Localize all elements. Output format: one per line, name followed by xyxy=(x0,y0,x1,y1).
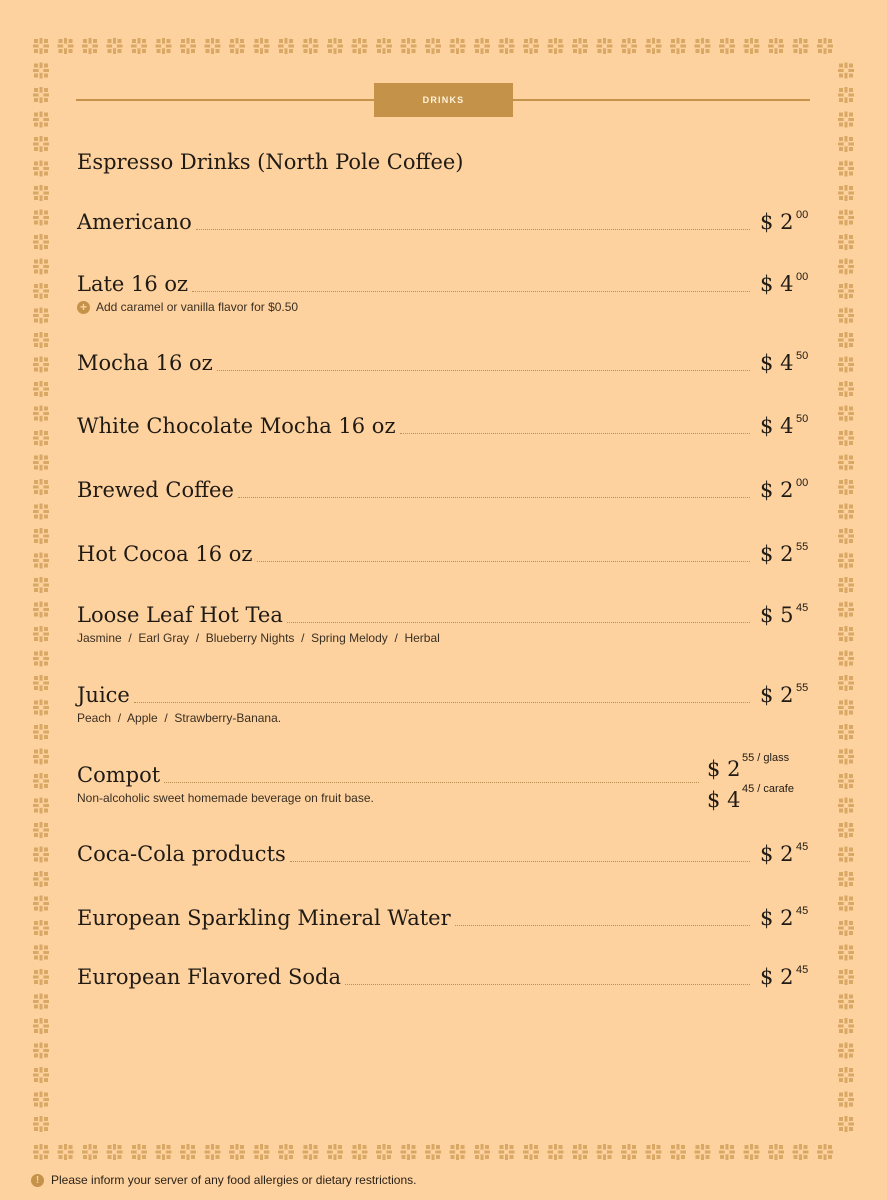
price-dollars: 2 xyxy=(780,542,794,566)
snowflake-ornament-icon xyxy=(33,626,49,642)
snowflake-ornament-icon xyxy=(278,38,294,54)
snowflake-ornament-icon xyxy=(838,1043,854,1059)
allergy-notice xyxy=(31,1173,417,1187)
snowflake-ornament-icon xyxy=(327,38,343,54)
snowflake-ornament-icon xyxy=(254,1144,270,1160)
snowflake-ornament-icon xyxy=(838,700,854,716)
snowflake-ornament-icon xyxy=(131,38,147,54)
snowflake-ornament-icon xyxy=(838,651,854,667)
snowflake-ornament-icon xyxy=(450,38,466,54)
price-cents: 00 xyxy=(796,209,809,221)
snowflake-ornament-icon xyxy=(523,38,539,54)
snowflake-ornament-icon xyxy=(33,528,49,544)
snowflake-ornament-icon xyxy=(838,479,854,495)
snowflake-ornament-icon xyxy=(838,798,854,814)
snowflake-ornament-icon xyxy=(793,38,809,54)
price-cents: 55 xyxy=(796,541,809,553)
item-price xyxy=(760,351,810,375)
price-dollars: 4 xyxy=(780,414,794,438)
price-cents: 55 / glass xyxy=(742,752,790,764)
snowflake-ornament-icon xyxy=(838,528,854,544)
snowflake-ornament-icon xyxy=(33,381,49,397)
price-dollars: 2 xyxy=(780,683,794,707)
snowflake-ornament-icon xyxy=(425,38,441,54)
snowflake-ornament-icon xyxy=(229,38,245,54)
snowflake-ornament-icon xyxy=(33,234,49,250)
snowflake-ornament-icon xyxy=(838,1092,854,1108)
snowflake-ornament-icon xyxy=(376,1144,392,1160)
snowflake-ornament-icon xyxy=(838,920,854,936)
price-cents: 00 xyxy=(796,271,809,283)
snowflake-ornament-icon xyxy=(33,675,49,691)
snowflake-ornament-icon xyxy=(33,210,49,226)
snowflake-ornament-icon xyxy=(474,1144,490,1160)
item-description: Non-alcoholic sweet homemade beverage on fruit base. xyxy=(77,791,374,805)
snowflake-ornament-icon xyxy=(33,969,49,985)
price-dollars: 2 xyxy=(780,906,794,930)
item-addon xyxy=(77,300,810,314)
snowflake-ornament-icon xyxy=(838,1116,854,1132)
menu-item-hot-cocoa xyxy=(77,536,810,566)
snowflake-ornament-icon xyxy=(401,1144,417,1160)
currency-sign: $ xyxy=(760,842,774,866)
snowflake-ornament-icon xyxy=(33,357,49,373)
snowflake-ornament-icon xyxy=(838,406,854,422)
snowflake-ornament-icon xyxy=(838,724,854,740)
leader-dots xyxy=(400,433,750,434)
currency-sign: $ xyxy=(760,351,774,375)
leader-dots xyxy=(196,229,750,230)
snowflake-ornament-icon xyxy=(670,38,686,54)
snowflake-ornament-icon xyxy=(838,969,854,985)
menu-item-americano xyxy=(77,204,810,234)
snowflake-ornament-icon xyxy=(838,1067,854,1083)
snowflake-ornament-icon xyxy=(499,1144,515,1160)
item-name: Compot xyxy=(77,763,161,787)
leader-dots xyxy=(217,370,750,371)
snowflake-ornament-icon xyxy=(499,38,515,54)
item-price xyxy=(760,683,810,707)
snowflake-ornament-icon xyxy=(838,63,854,79)
currency-sign: $ xyxy=(760,210,774,234)
addon-text: Add caramel or vanilla flavor for $0.50 xyxy=(96,300,299,314)
snowflake-ornament-icon xyxy=(33,798,49,814)
snowflake-ornament-icon xyxy=(33,577,49,593)
snowflake-ornament-icon xyxy=(180,1144,196,1160)
snowflake-ornament-icon xyxy=(33,1144,49,1160)
snowflake-ornament-icon xyxy=(33,185,49,201)
snowflake-ornament-icon xyxy=(838,626,854,642)
snowflake-ornament-icon xyxy=(695,38,711,54)
price-cents: 00 xyxy=(796,477,809,489)
snowflake-ornament-icon xyxy=(474,38,490,54)
snowflake-ornament-icon xyxy=(817,1144,833,1160)
snowflake-ornament-icon xyxy=(33,455,49,471)
item-name: Loose Leaf Hot Tea xyxy=(77,603,283,627)
snowflake-ornament-icon xyxy=(838,553,854,569)
price-dollars: 2 xyxy=(780,210,794,234)
snowflake-ornament-icon xyxy=(156,1144,172,1160)
snowflake-ornament-icon xyxy=(33,112,49,128)
snowflake-ornament-icon xyxy=(107,38,123,54)
snowflake-ornament-icon xyxy=(838,577,854,593)
snowflake-ornament-icon xyxy=(838,308,854,324)
snowflake-ornament-icon xyxy=(838,749,854,765)
snowflake-ornament-icon xyxy=(58,1144,74,1160)
leader-dots xyxy=(455,925,750,926)
currency-sign: $ xyxy=(760,272,774,296)
snowflake-ornament-icon xyxy=(838,871,854,887)
menu-item-sparkling-water xyxy=(77,900,810,930)
snowflake-ornament-icon xyxy=(33,700,49,716)
snowflake-ornament-icon xyxy=(838,136,854,152)
snowflake-ornament-icon xyxy=(205,38,221,54)
item-price xyxy=(760,272,810,296)
item-price xyxy=(760,542,810,566)
allergy-notice-text: Please inform your server of any food allergies or dietary restrictions. xyxy=(51,1173,417,1187)
snowflake-ornament-icon xyxy=(838,357,854,373)
snowflake-ornament-icon xyxy=(838,210,854,226)
price-dollars: 2 xyxy=(780,842,794,866)
item-price xyxy=(760,210,810,234)
price-dollars: 2 xyxy=(780,478,794,502)
snowflake-ornament-icon xyxy=(838,455,854,471)
snowflake-ornament-icon xyxy=(352,38,368,54)
snowflake-ornament-icon xyxy=(33,332,49,348)
snowflake-ornament-icon xyxy=(33,871,49,887)
snowflake-ornament-icon xyxy=(646,38,662,54)
snowflake-ornament-icon xyxy=(670,1144,686,1160)
snowflake-ornament-icon xyxy=(33,945,49,961)
snowflake-ornament-icon xyxy=(33,847,49,863)
snowflake-ornament-icon xyxy=(597,1144,613,1160)
item-name: Hot Cocoa 16 oz xyxy=(77,542,253,566)
currency-sign: $ xyxy=(707,757,721,781)
price-cents: 45 xyxy=(796,905,809,917)
snowflake-ornament-icon xyxy=(33,87,49,103)
leader-dots xyxy=(164,782,699,783)
price-cents: 45 xyxy=(796,964,809,976)
snowflake-ornament-icon xyxy=(33,822,49,838)
menu-item-compot xyxy=(77,752,810,812)
snowflake-ornament-icon xyxy=(838,675,854,691)
snowflake-ornament-icon xyxy=(107,1144,123,1160)
leader-dots xyxy=(257,561,751,562)
snowflake-ornament-icon xyxy=(838,112,854,128)
snowflake-ornament-icon xyxy=(180,38,196,54)
item-description: Peach / Apple / Strawberry-Banana. xyxy=(77,711,282,725)
currency-sign: $ xyxy=(707,788,721,812)
snowflake-ornament-icon xyxy=(33,602,49,618)
snowflake-ornament-icon xyxy=(278,1144,294,1160)
snowflake-ornament-icon xyxy=(376,38,392,54)
snowflake-ornament-icon xyxy=(33,749,49,765)
item-description: Jasmine / Earl Gray / Blueberry Nights / Spring Melody / Herbal xyxy=(77,631,440,645)
snowflake-ornament-icon xyxy=(548,1144,564,1160)
leader-dots xyxy=(192,291,750,292)
snowflake-ornament-icon xyxy=(838,847,854,863)
snowflake-ornament-icon xyxy=(838,945,854,961)
snowflake-ornament-icon xyxy=(58,38,74,54)
item-name: Juice xyxy=(77,683,130,707)
price-cents: 45 / carafe xyxy=(742,783,794,795)
item-name: Brewed Coffee xyxy=(77,478,234,502)
snowflake-ornament-icon xyxy=(838,1018,854,1034)
snowflake-ornament-icon xyxy=(33,920,49,936)
snowflake-ornament-icon xyxy=(205,1144,221,1160)
snowflake-ornament-icon xyxy=(352,1144,368,1160)
item-price xyxy=(760,414,810,438)
compot-prices xyxy=(707,752,802,819)
snowflake-ornament-icon xyxy=(33,308,49,324)
item-name: White Chocolate Mocha 16 oz xyxy=(77,414,396,438)
snowflake-ornament-icon xyxy=(131,1144,147,1160)
snowflake-ornament-icon xyxy=(838,283,854,299)
snowflake-ornament-icon xyxy=(719,1144,735,1160)
menu-item-white-chocolate-mocha xyxy=(77,408,810,438)
snowflake-ornament-icon xyxy=(33,161,49,177)
snowflake-ornament-icon xyxy=(33,553,49,569)
item-name: Late 16 oz xyxy=(77,272,189,296)
item-name: Mocha 16 oz xyxy=(77,351,213,375)
leader-dots xyxy=(238,497,750,498)
snowflake-ornament-icon xyxy=(327,1144,343,1160)
snowflake-ornament-icon xyxy=(229,1144,245,1160)
currency-sign: $ xyxy=(760,683,774,707)
snowflake-ornament-icon xyxy=(646,1144,662,1160)
snowflake-ornament-icon xyxy=(838,430,854,446)
price-cents: 55 xyxy=(796,682,809,694)
snowflake-ornament-icon xyxy=(33,1018,49,1034)
snowflake-ornament-icon xyxy=(33,283,49,299)
snowflake-ornament-icon xyxy=(33,773,49,789)
snowflake-ornament-icon xyxy=(597,38,613,54)
menu-item-brewed-coffee xyxy=(77,472,810,502)
menu-item-latte xyxy=(77,266,810,314)
menu-item-mocha xyxy=(77,345,810,375)
item-price xyxy=(760,478,810,502)
snowflake-ornament-icon xyxy=(817,38,833,54)
snowflake-ornament-icon xyxy=(33,136,49,152)
snowflake-ornament-icon xyxy=(695,1144,711,1160)
menu-item-juice xyxy=(77,677,810,725)
item-price xyxy=(760,603,810,627)
snowflake-ornament-icon xyxy=(33,896,49,912)
price-dollars: 2 xyxy=(780,965,794,989)
currency-sign: $ xyxy=(760,906,774,930)
snowflake-ornament-icon xyxy=(719,38,735,54)
snowflake-ornament-icon xyxy=(33,994,49,1010)
item-name: Coca-Cola products xyxy=(77,842,286,866)
currency-sign: $ xyxy=(760,965,774,989)
price-cents: 45 xyxy=(796,841,809,853)
snowflake-ornament-icon xyxy=(768,38,784,54)
leader-dots xyxy=(290,861,750,862)
snowflake-ornament-icon xyxy=(425,1144,441,1160)
snowflake-ornament-icon xyxy=(156,38,172,54)
snowflake-ornament-icon xyxy=(838,161,854,177)
snowflake-ornament-icon xyxy=(33,1092,49,1108)
snowflake-ornament-icon xyxy=(838,185,854,201)
currency-sign: $ xyxy=(760,542,774,566)
snowflake-ornament-icon xyxy=(838,602,854,618)
price-carafe xyxy=(707,783,802,819)
snowflake-ornament-icon xyxy=(838,87,854,103)
snowflake-ornament-icon xyxy=(838,234,854,250)
price-dollars: 4 xyxy=(727,788,741,812)
currency-sign: $ xyxy=(760,414,774,438)
item-name: Americano xyxy=(77,210,192,234)
item-name: European Sparkling Mineral Water xyxy=(77,906,451,930)
plus-circle-icon: + xyxy=(77,301,90,314)
drinks-header-label: DRINKS xyxy=(374,83,513,117)
exclamation-circle-icon: ! xyxy=(31,1174,44,1187)
section-title: Espresso Drinks (North Pole Coffee) xyxy=(77,150,464,174)
snowflake-ornament-icon xyxy=(401,38,417,54)
drinks-header xyxy=(76,83,810,117)
snowflake-ornament-icon xyxy=(523,1144,539,1160)
snowflake-ornament-icon xyxy=(793,1144,809,1160)
snowflake-ornament-icon xyxy=(33,63,49,79)
snowflake-ornament-icon xyxy=(838,259,854,275)
snowflake-ornament-icon xyxy=(838,332,854,348)
item-price xyxy=(760,965,810,989)
snowflake-ornament-icon xyxy=(621,38,637,54)
snowflake-ornament-icon xyxy=(572,1144,588,1160)
snowflake-ornament-icon xyxy=(744,1144,760,1160)
snowflake-ornament-icon xyxy=(548,38,564,54)
snowflake-ornament-icon xyxy=(572,38,588,54)
price-dollars: 5 xyxy=(780,603,794,627)
snowflake-ornament-icon xyxy=(33,1067,49,1083)
snowflake-ornament-icon xyxy=(33,504,49,520)
snowflake-ornament-icon xyxy=(33,259,49,275)
leader-dots xyxy=(134,702,750,703)
currency-sign: $ xyxy=(760,603,774,627)
snowflake-ornament-icon xyxy=(33,430,49,446)
price-cents: 45 xyxy=(796,602,809,614)
snowflake-ornament-icon xyxy=(621,1144,637,1160)
snowflake-ornament-icon xyxy=(744,38,760,54)
leader-dots xyxy=(345,984,750,985)
currency-sign: $ xyxy=(760,478,774,502)
snowflake-ornament-icon xyxy=(838,822,854,838)
price-cents: 50 xyxy=(796,413,809,425)
item-name: European Flavored Soda xyxy=(77,965,342,989)
snowflake-ornament-icon xyxy=(254,38,270,54)
snowflake-ornament-icon xyxy=(33,724,49,740)
snowflake-ornament-icon xyxy=(838,896,854,912)
snowflake-ornament-icon xyxy=(33,38,49,54)
menu-item-coca-cola xyxy=(77,836,810,866)
snowflake-ornament-icon xyxy=(33,479,49,495)
snowflake-ornament-icon xyxy=(450,1144,466,1160)
snowflake-ornament-icon xyxy=(303,1144,319,1160)
leader-dots xyxy=(287,622,750,623)
snowflake-ornament-icon xyxy=(33,1043,49,1059)
price-cents: 50 xyxy=(796,350,809,362)
item-price xyxy=(760,842,810,866)
snowflake-ornament-icon xyxy=(33,651,49,667)
price-dollars: 4 xyxy=(780,351,794,375)
snowflake-ornament-icon xyxy=(768,1144,784,1160)
price-dollars: 2 xyxy=(727,757,741,781)
menu-item-loose-leaf-tea xyxy=(77,597,810,645)
snowflake-ornament-icon xyxy=(838,381,854,397)
snowflake-ornament-icon xyxy=(303,38,319,54)
menu-item-flavored-soda xyxy=(77,959,810,989)
item-price xyxy=(760,906,810,930)
snowflake-ornament-icon xyxy=(82,1144,98,1160)
snowflake-ornament-icon xyxy=(838,773,854,789)
snowflake-ornament-icon xyxy=(33,406,49,422)
snowflake-ornament-icon xyxy=(82,38,98,54)
snowflake-ornament-icon xyxy=(33,1116,49,1132)
snowflake-ornament-icon xyxy=(838,504,854,520)
snowflake-ornament-icon xyxy=(838,994,854,1010)
price-dollars: 4 xyxy=(780,272,794,296)
